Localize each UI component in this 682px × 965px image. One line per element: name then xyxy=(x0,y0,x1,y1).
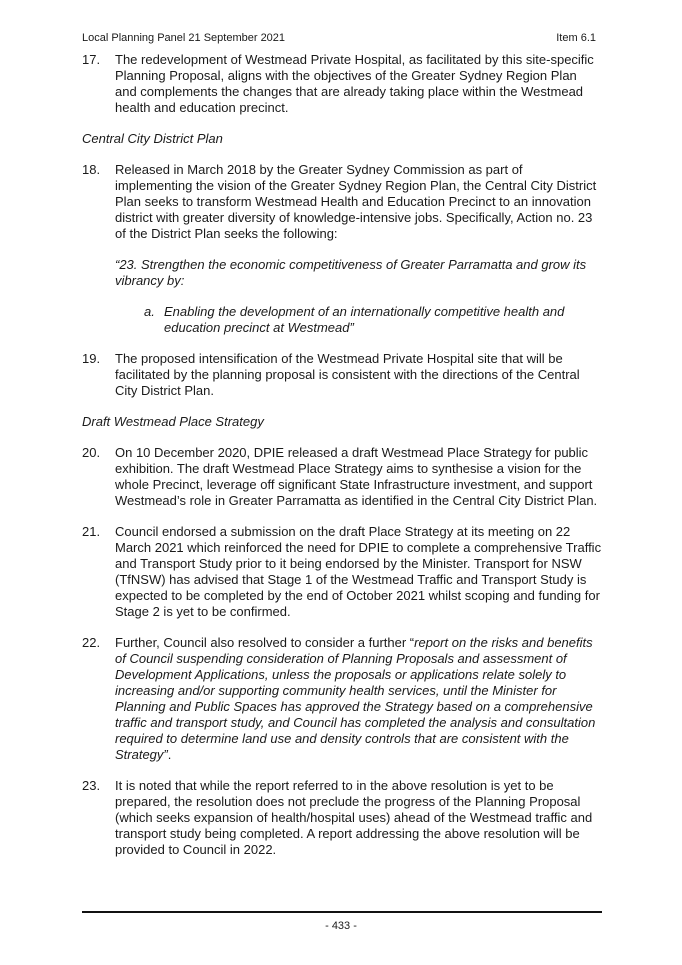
section-heading-draft-westmead-place-strategy: Draft Westmead Place Strategy xyxy=(82,414,264,429)
paragraph-text-plain: Further, Council also resolved to consider a further “ xyxy=(115,635,415,650)
section-heading-central-city-district-plan: Central City District Plan xyxy=(82,131,223,146)
paragraph-text: Released in March 2018 by the Greater Sydney Commission as part of implementing the vision of the Greater Sydney Region Plan, the Central City District Plan seeks to transform Westmead Health and Education Precinct to an innovation district with greater diversity of knowledge-intensive jobs. Specifically, Action no. 23 of the District Plan seeks the following: xyxy=(115,162,597,241)
paragraph-23 xyxy=(82,778,602,858)
paragraph-number: 21. xyxy=(82,524,101,539)
paragraph-number: 20. xyxy=(82,445,101,460)
paragraph-text: Council endorsed a submission on the draft Place Strategy at its meeting on 22 March 2021 which reinforced the need for DPIE to complete a comprehensive Traffic and Transport Study prior to it being endorsed by the Minister. Transport for NSW (TfNSW) has advised that Stage 1 of the Westmead Traffic and Transport Study is expected to be completed by the end of October 2021 whilst scoping and funding for Stage 2 is yet to be confirmed. xyxy=(115,524,602,619)
paragraph-text: On 10 December 2020, DPIE released a draft Westmead Place Strategy for public exhibition. The draft Westmead Place Strategy aims to synthesise a vision for the whole Precinct, leverage off significant State Infrastructure investment, and support Westmead’s role in Greater Parramatta as identified in the Central City District Plan. xyxy=(115,445,598,508)
paragraph-20 xyxy=(82,445,602,509)
paragraph-19 xyxy=(82,351,602,399)
paragraph-number: 19. xyxy=(82,351,101,366)
document-body xyxy=(82,52,602,873)
paragraph-21 xyxy=(82,524,602,620)
paragraph-text: The proposed intensification of the Westmead Private Hospital site that will be facilitated by the planning proposal is consistent with the directions of the Central City District Plan. xyxy=(115,351,580,398)
paragraph-number: 22. xyxy=(82,635,101,650)
paragraph-text-quoted-resolution: report on the risks and benefits of Council suspending consideration of Planning Proposals and assessment of Development Applications, unless the proposals or applications relate solely to increasing and/or supporting community health services, until the Minister for Planning and Public Spaces has approved the Strategy based on a comprehensive traffic and transport study, and Council has completed the analysis and consultation required to determine land use and density controls that are consistent with the Strategy” xyxy=(115,635,596,762)
header-item-number: Item 6.1 xyxy=(556,32,596,44)
header-meeting-title: Local Planning Panel 21 September 2021 xyxy=(82,32,286,44)
paragraph-number: 18. xyxy=(82,162,101,177)
footer-divider xyxy=(82,911,602,913)
quote-action-23: “23. Strengthen the economic competitiveness of Greater Parramatta and grow its vibrancy by: xyxy=(115,257,587,288)
paragraph-text: It is noted that while the report referred to in the above resolution is yet to be prepared, the resolution does not preclude the progress of the Planning Proposal (which seeks expansion of health/hospital uses) ahead of the Westmead traffic and transport study being completed. A report addressing the above resolution will be provided to Council in 2022. xyxy=(115,778,593,857)
paragraph-22 xyxy=(82,635,602,763)
paragraph-18 xyxy=(82,162,602,242)
subitem-label: a. xyxy=(144,304,155,319)
paragraph-text xyxy=(115,635,602,763)
page-number: - 433 - xyxy=(325,920,357,932)
paragraph-number: 23. xyxy=(82,778,101,793)
paragraph-number: 17. xyxy=(82,52,101,67)
paragraph-text: The redevelopment of Westmead Private Hospital, as facilitated by this site-specific Planning Proposal, aligns with the objectives of the Greater Sydney Region Plan and complements the changes that are already taking place within the Westmead health and education precinct. xyxy=(115,52,594,115)
quote-subitem-a xyxy=(144,304,602,336)
subitem-text: Enabling the development of an internationally competitive health and education precinct at Westmead” xyxy=(164,304,565,335)
paragraph-text-end: . xyxy=(167,747,172,762)
paragraph-17 xyxy=(82,52,602,116)
